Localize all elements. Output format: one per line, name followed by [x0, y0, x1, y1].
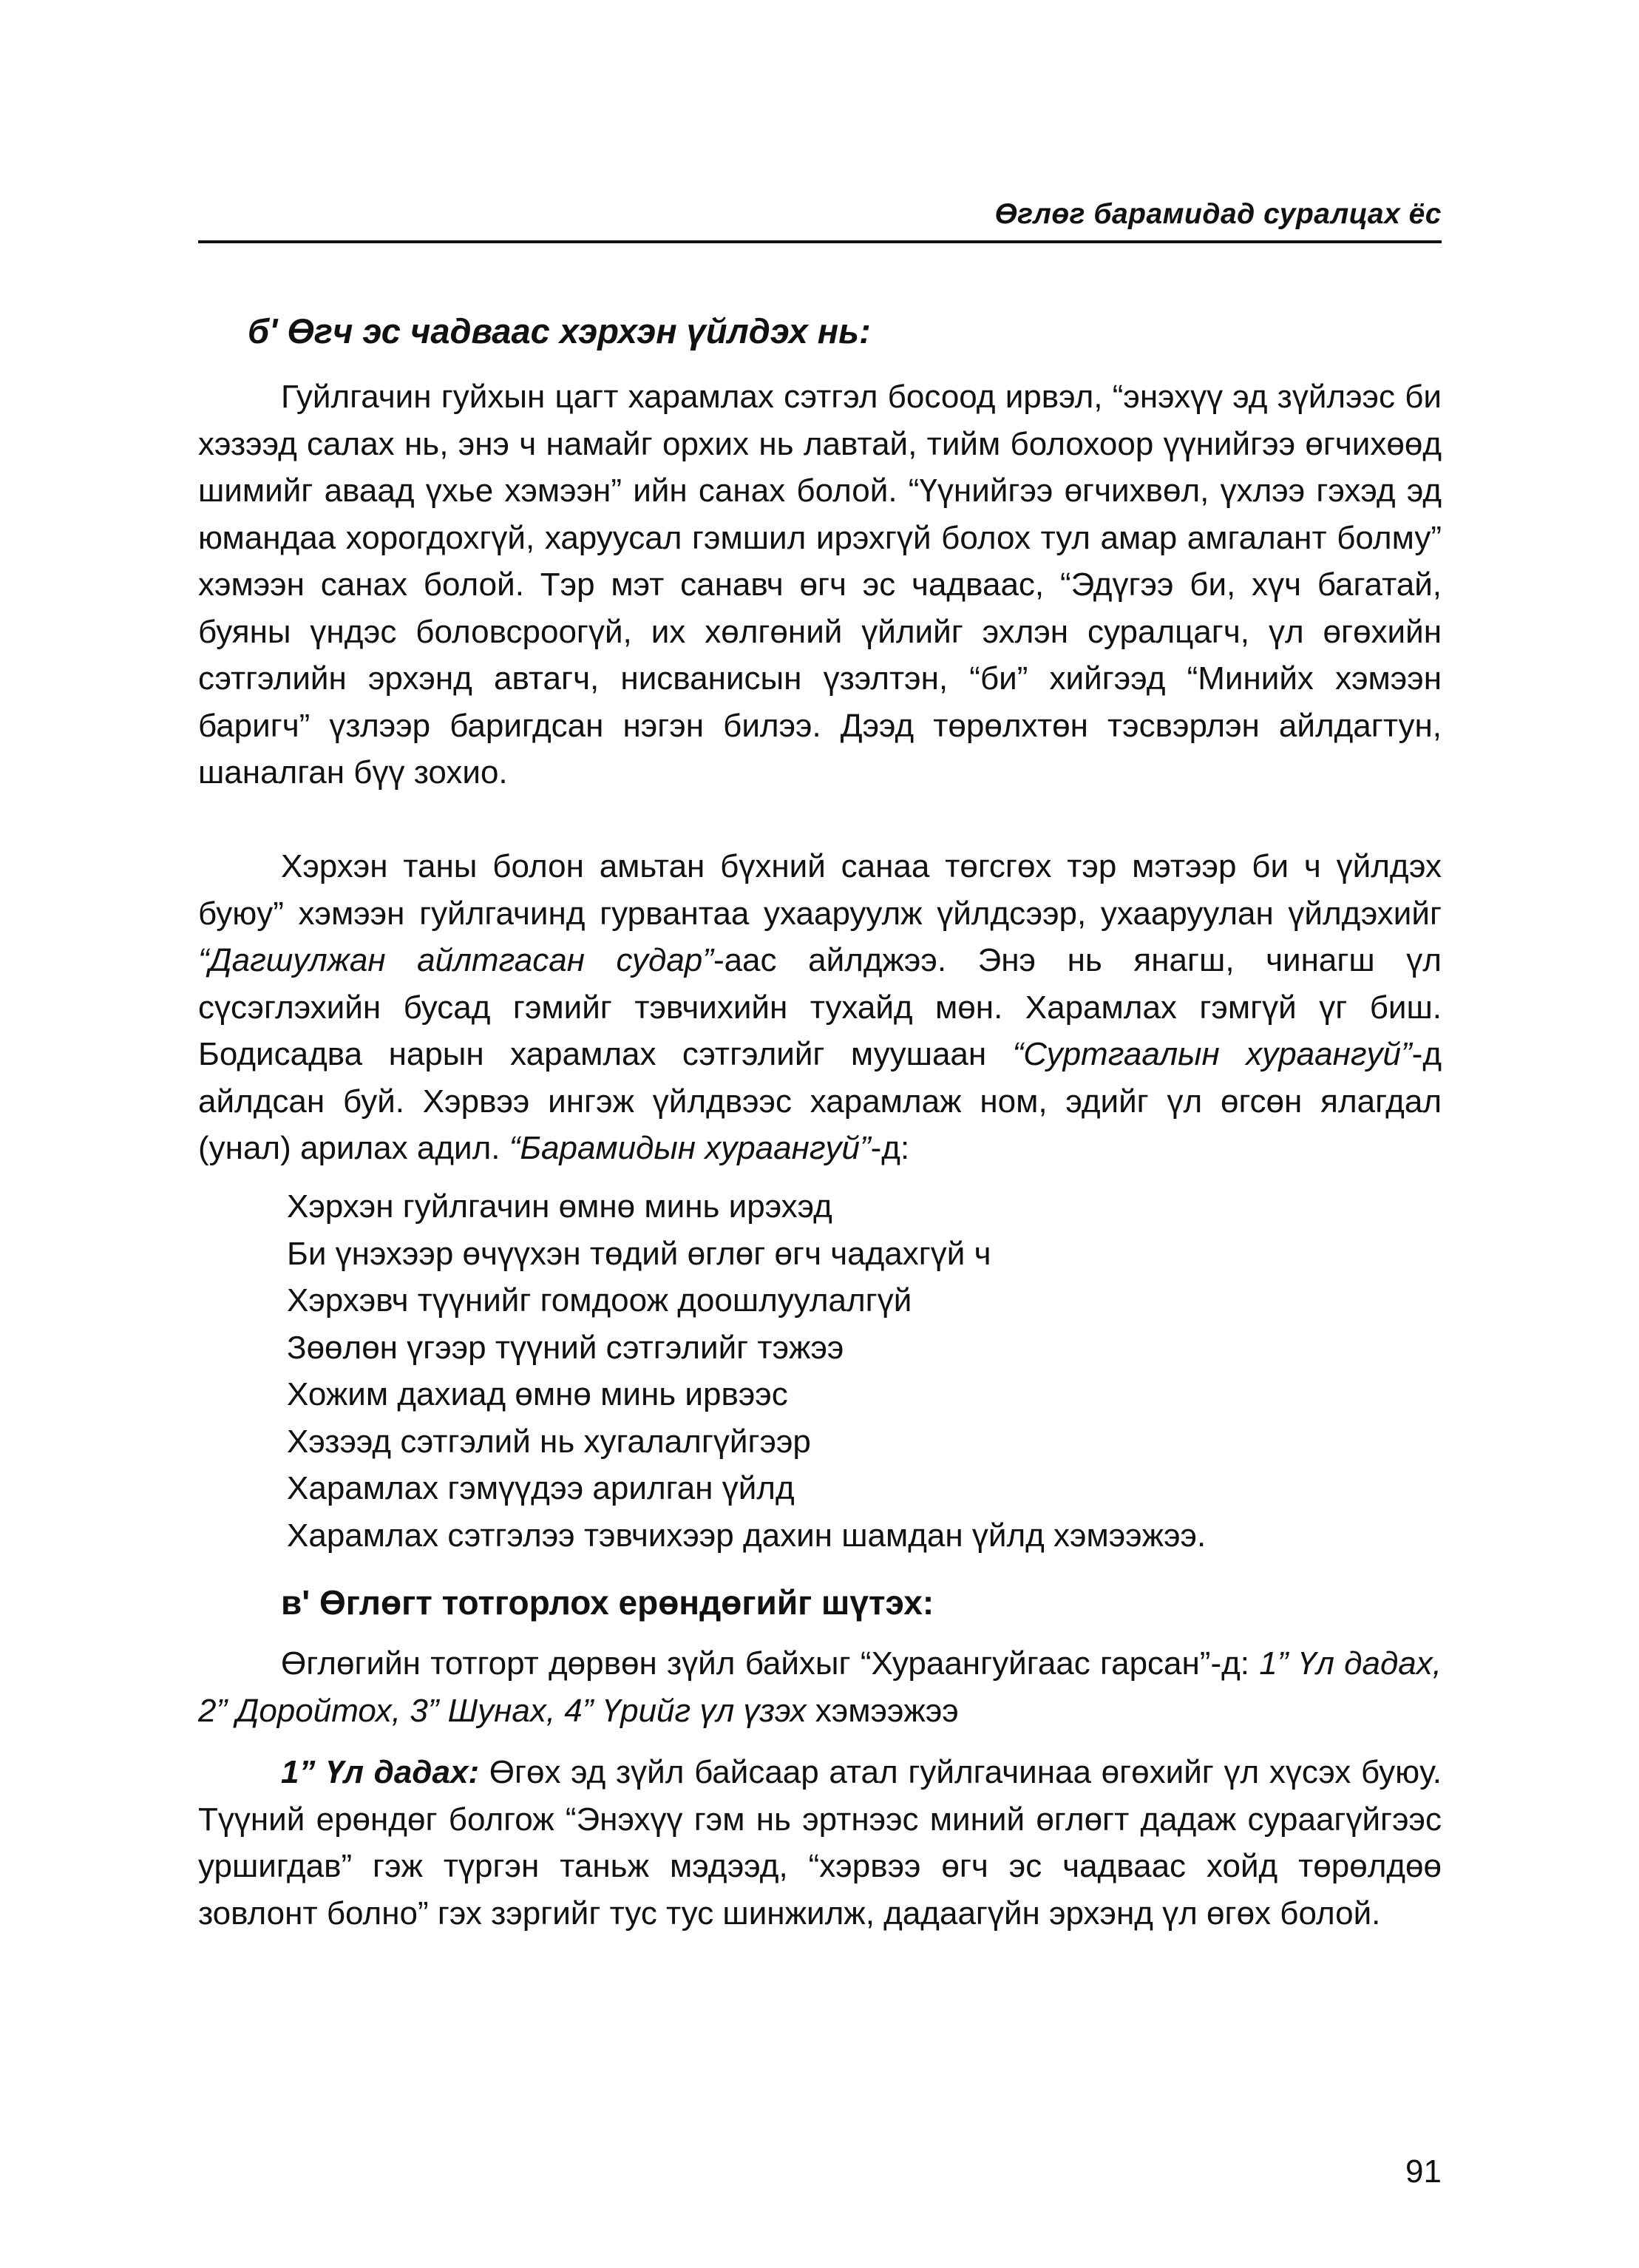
- paragraph-4-text: Өгөх эд зүйл байсаар атал гуйлгачинаа өгөхийг үл хүсэх буюу. Түүний ерөндөг болгож “Энэхүү гэм нь эртнээс миний өглөгт дадаж сураагүйгээс уршигдав” гэж түргэн таньж мэдээд, “хэрвээ өгч эс чадваас хойд төрөлдөө зовлонт болно” гэх зэргийг тус тус шинжилж, дадаагүйн эрхэнд үл өгөх болой.: [198, 1754, 1442, 1932]
- subheading-ul-dadah: 1” Үл дадах:: [281, 1754, 480, 1790]
- obstacle-list: 1” Үл дадах, 2” Доройтох, 3” Шунах, 4” Үрийг үл үзэх: [198, 1645, 1442, 1729]
- verse-line: Хэзээд сэтгэлий нь хугалалгүйгээр: [287, 1423, 811, 1460]
- paragraph-4: [198, 1749, 1442, 1937]
- paragraph-1: [198, 373, 1442, 796]
- verse-quote: [287, 1183, 1206, 1559]
- running-head: Өглөг барамидад суралцах ёс: [994, 198, 1442, 230]
- paragraph-3: [198, 1640, 1442, 1734]
- page-number: 91: [1405, 2153, 1442, 2190]
- verse-line: Харамлах гэмүүдээ арилган үйлд: [287, 1470, 795, 1506]
- paragraph-3-text-a: Өглөгийн тотгорт дөрвөн зүйл байхыг “Хураангуйгаас гарсан”-д:: [281, 1645, 1260, 1682]
- source-title-dagshuljan: “Дагшулжан айлтгасан судар”: [198, 942, 713, 978]
- paragraph-2-text-a: Хэрхэн таны болон амьтан бүхний санаа төгсгөх тэр мэтээр би ч үйлдэх буюу” хэмээн гуйлгачинд гурвантаа ухааруулж үйлдсээр, ухааруулан үйлдэхийг: [198, 848, 1442, 932]
- paragraph-2-text-b: -аас айлджээ. Энэ нь янагш, чинагш үл сүсэглэхийн бусад гэмийг тэвчихийн тухайд мөн. Харамлах гэмгүй үг биш. Бодисадва нарын харамлах сэтгэлийг муушаан: [198, 942, 1442, 1072]
- verse-line: Зөөлөн үгээр түүний сэтгэлийг тэжээ: [287, 1329, 844, 1366]
- verse-line: Хэрхэвч түүнийг гомдоож доошлуулалгүй: [287, 1282, 912, 1319]
- verse-line: Би үнэхээр өчүүхэн төдий өглөг өгч чадахгүй ч: [287, 1235, 991, 1272]
- section-heading-b: б' Өгч эс чадваас хэрхэн үйлдэх нь:: [248, 311, 871, 351]
- source-title-baramid: “Барамидын хураангуй”: [509, 1130, 871, 1166]
- paragraph-2: [198, 843, 1442, 1172]
- verse-line: Харамлах сэтгэлээ тэвчихээр дахин шамдан үйлд хэмээжээ.: [287, 1517, 1207, 1554]
- paragraph-2-text-c: -д айлдсан буй. Хэрвээ ингэж үйлдвээс харамлаж ном, эдийг үл өгсөн ялагдал (унал) арилах адил.: [198, 1036, 1442, 1166]
- source-title-surtgaal: “Суртгаалын хураангуй”: [1012, 1036, 1412, 1072]
- paragraph-2-text-d: -д:: [870, 1130, 910, 1166]
- verse-line: Хэрхэн гуйлгачин өмнө минь ирэхэд: [287, 1188, 832, 1225]
- paragraph-3-text-b: хэмээжээ: [806, 1692, 959, 1729]
- verse-line: Хожим дахиад өмнө минь ирвээс: [287, 1376, 788, 1412]
- section-heading-v: в' Өглөгт тотгорлох ерөндөгийг шүтэх:: [281, 1583, 934, 1622]
- header-rule: [198, 240, 1442, 243]
- paragraph-1-text: Гуйлгачин гуйхын цагт харамлах сэтгэл босоод ирвэл, “энэхүү эд зүйлээс би хэзээд салах нь, энэ ч намайг орхих нь лавтай, тийм болохоор үүнийгээ өгчихөөд шимийг аваад үхье хэмээн” ийн санах болой. “Үүнийгээ өгчихвөл, үхлээ гэхэд эд юмандаа хорогдохгүй, харуусал гэмшил ирэхгүй болох тул амар амгалант болму” хэмээн санах болой. Тэр мэт санавч өгч эс чадваас, “Эдүгээ би, хүч багатай, буяны үндэс боловсроогүй, их хөлгөний үйлийг эхлэн суралцагч, үл өгөхийн сэтгэлийн эрхэнд автагч, нисванисын үзэлтэн, “би” хийгээд “Минийх хэмээн баригч” үзлээр баригдсан нэгэн билээ. Дээд төрөлхтөн тэсвэрлэн айлдагтун, шаналган бүү зохио.: [198, 379, 1442, 791]
